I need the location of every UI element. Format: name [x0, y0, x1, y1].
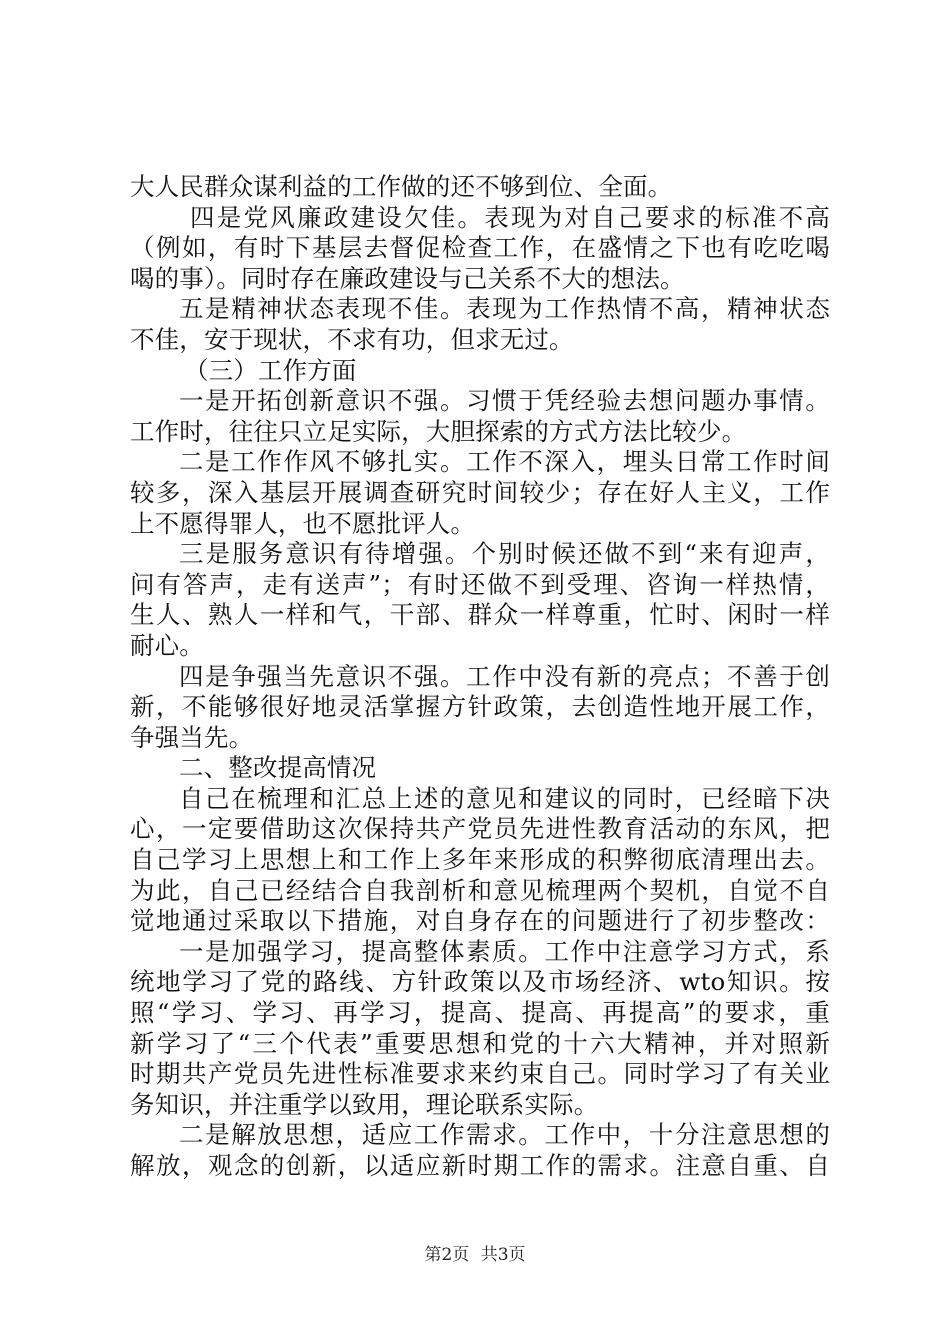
- text-line: 不佳，安于现状，不求有功，但求无过。: [130, 324, 574, 354]
- text-line: 耐心。: [130, 630, 204, 660]
- text-line: 较多，深入基层开展调查研究时间较少；存在好人主义，工作: [130, 477, 830, 507]
- page-number: 第2页: [424, 1245, 470, 1265]
- text-line: 问有答声，走有送声”；有时还做不到受理、咨询一样热情，: [130, 569, 830, 599]
- text-line: 五是精神状态表现不佳。表现为工作热情不高，精神状态: [179, 294, 830, 324]
- section-heading: （三）工作方面: [184, 355, 357, 385]
- text-line: 为此，自己已经结合自我剖析和意见梳理两个契机，自觉不自: [130, 875, 830, 905]
- text-line: 二是解放思想，适应工作需求。工作中，十分注意思想的: [179, 1120, 830, 1150]
- text-line: 统地学习了党的路线、方针政策以及市场经济、wto知识。按: [130, 967, 830, 997]
- text-line: 照“学习、学习、再学习，提高、提高、再提高”的要求，重: [130, 998, 830, 1028]
- text-line: 喝的事）。同时存在廉政建设与己关系不大的想法。: [130, 263, 685, 293]
- text-line: 解放，观念的创新，以适应新时期工作的需求。注意自重、自: [130, 1151, 830, 1180]
- text-line: 大人民群众谋利益的工作做的还不够到位、全面。: [130, 172, 673, 201]
- text-line: 争强当先。: [130, 722, 254, 752]
- text-line: 二是工作作风不够扎实。工作不深入，埋头日常工作时间: [179, 447, 830, 477]
- text-line: 务知识，并注重学以致用，理论联系实际。: [130, 1089, 599, 1119]
- text-line: 新学习了“三个代表”重要思想和党的十六大精神，并对照新: [130, 1028, 830, 1058]
- document-body: [130, 172, 830, 1182]
- text-line: 上不愿得罪人，也不愿批评人。: [130, 508, 476, 538]
- text-line: 心，一定要借助这次保持共产党员先进性教育活动的东风，把: [130, 814, 830, 844]
- text-line: 觉地通过采取以下措施，对自身存在的问题进行了初步整改：: [130, 906, 830, 936]
- text-line: 生人、熟人一样和气，干部、群众一样尊重，忙时、闲时一样: [130, 600, 830, 630]
- text-line: 自己在梳理和汇总上述的意见和建议的同时，已经暗下决: [179, 783, 830, 813]
- text-line: 时期共产党员先进性标准要求来约束自己。同时学习了有关业: [130, 1059, 830, 1089]
- text-line: （例如，有时下基层去督促检查工作，在盛情之下也有吃吃喝: [130, 233, 830, 263]
- text-line: 三是服务意识有待增强。个别时候还做不到“来有迎声，: [179, 539, 830, 569]
- text-line: 一是开拓创新意识不强。习惯于凭经验去想问题办事情。: [179, 386, 830, 416]
- page-footer: [0, 1244, 950, 1266]
- section-heading: 二、整改提高情况: [179, 753, 377, 783]
- text-line: 自己学习上思想上和工作上多年来形成的积弊彻底清理出去。: [130, 845, 830, 875]
- page-total: 共3页: [480, 1245, 526, 1265]
- text-line: 四是党风廉政建设欠佳。表现为对自己要求的标准不高: [190, 202, 830, 232]
- text-line: 工作时，往往只立足实际，大胆探索的方式方法比较少。: [130, 416, 747, 446]
- text-line: 四是争强当先意识不强。工作中没有新的亮点；不善于创: [179, 661, 830, 691]
- text-line: 一是加强学习，提高整体素质。工作中注意学习方式，系: [179, 936, 830, 966]
- text-line: 新，不能够很好地灵活掌握方针政策，去创造性地开展工作，: [130, 692, 830, 722]
